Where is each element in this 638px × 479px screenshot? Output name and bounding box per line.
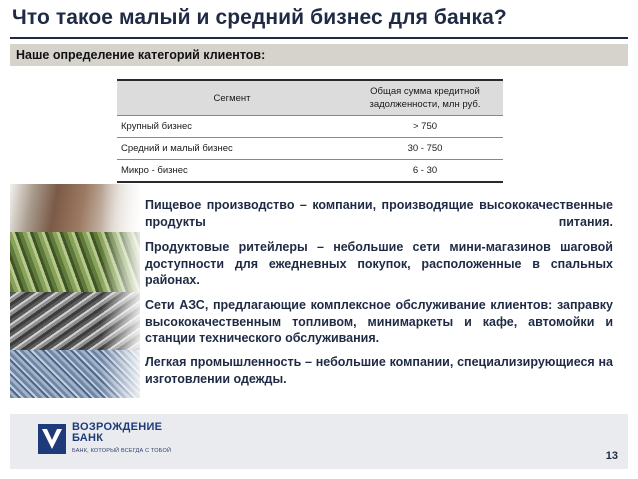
- debt-cell: 30 - 750: [347, 138, 503, 160]
- segment-table: [117, 79, 503, 183]
- segment-cell: Средний и малый бизнес: [117, 138, 347, 160]
- footer-bar: [10, 414, 628, 469]
- page-number: 13: [605, 450, 618, 462]
- title-divider: [10, 37, 628, 39]
- table-header-row: [117, 80, 503, 116]
- bank-logo-icon: [38, 424, 66, 454]
- slide-title: Что такое малый и средний бизнес для банка?: [12, 6, 507, 29]
- section-subheader: Наше определение категорий клиентов:: [10, 44, 628, 66]
- paragraph-food-production: Пищевое производство – компании, производящие высококачественные продукты питания.: [145, 198, 613, 229]
- photo-fade-overlay: [10, 184, 140, 398]
- logo-line-1: ВОЗРОЖДЕНИЕ: [72, 421, 163, 433]
- bank-logo-text: [72, 422, 162, 444]
- column-header-debt: Общая сумма кредитной задолженности, млн руб.: [347, 80, 503, 116]
- logo-line-2: БАНК: [72, 432, 104, 444]
- table-row: [117, 138, 503, 160]
- table-row: [117, 160, 503, 183]
- paragraph-light-industry: Легкая промышленность – небольшие компании, специализирующиеся на изготовлении одежды.: [145, 355, 613, 386]
- column-header-segment: Сегмент: [117, 80, 347, 116]
- table-row: [117, 116, 503, 138]
- paragraph-gas-stations: Сети АЗС, предлагающие комплексное обслуживание клиентов: заправку высококачественным топливом, минимаркеты и кафе, автомойки и станции технического обслуживания.: [145, 298, 613, 345]
- debt-cell: > 750: [347, 116, 503, 138]
- bank-slogan: БАНК, КОТОРЫЙ ВСЕГДА С ТОБОЙ: [72, 448, 172, 454]
- paragraph-grocery-retailers: Продуктовые ритейлеры – небольшие сети мини-магазинов шаговой доступности для ежедневных покупок, расположенные в спальных районах.: [145, 240, 613, 287]
- segment-cell: Микро - бизнес: [117, 160, 347, 183]
- debt-cell: 6 - 30: [347, 160, 503, 183]
- segment-cell: Крупный бизнес: [117, 116, 347, 138]
